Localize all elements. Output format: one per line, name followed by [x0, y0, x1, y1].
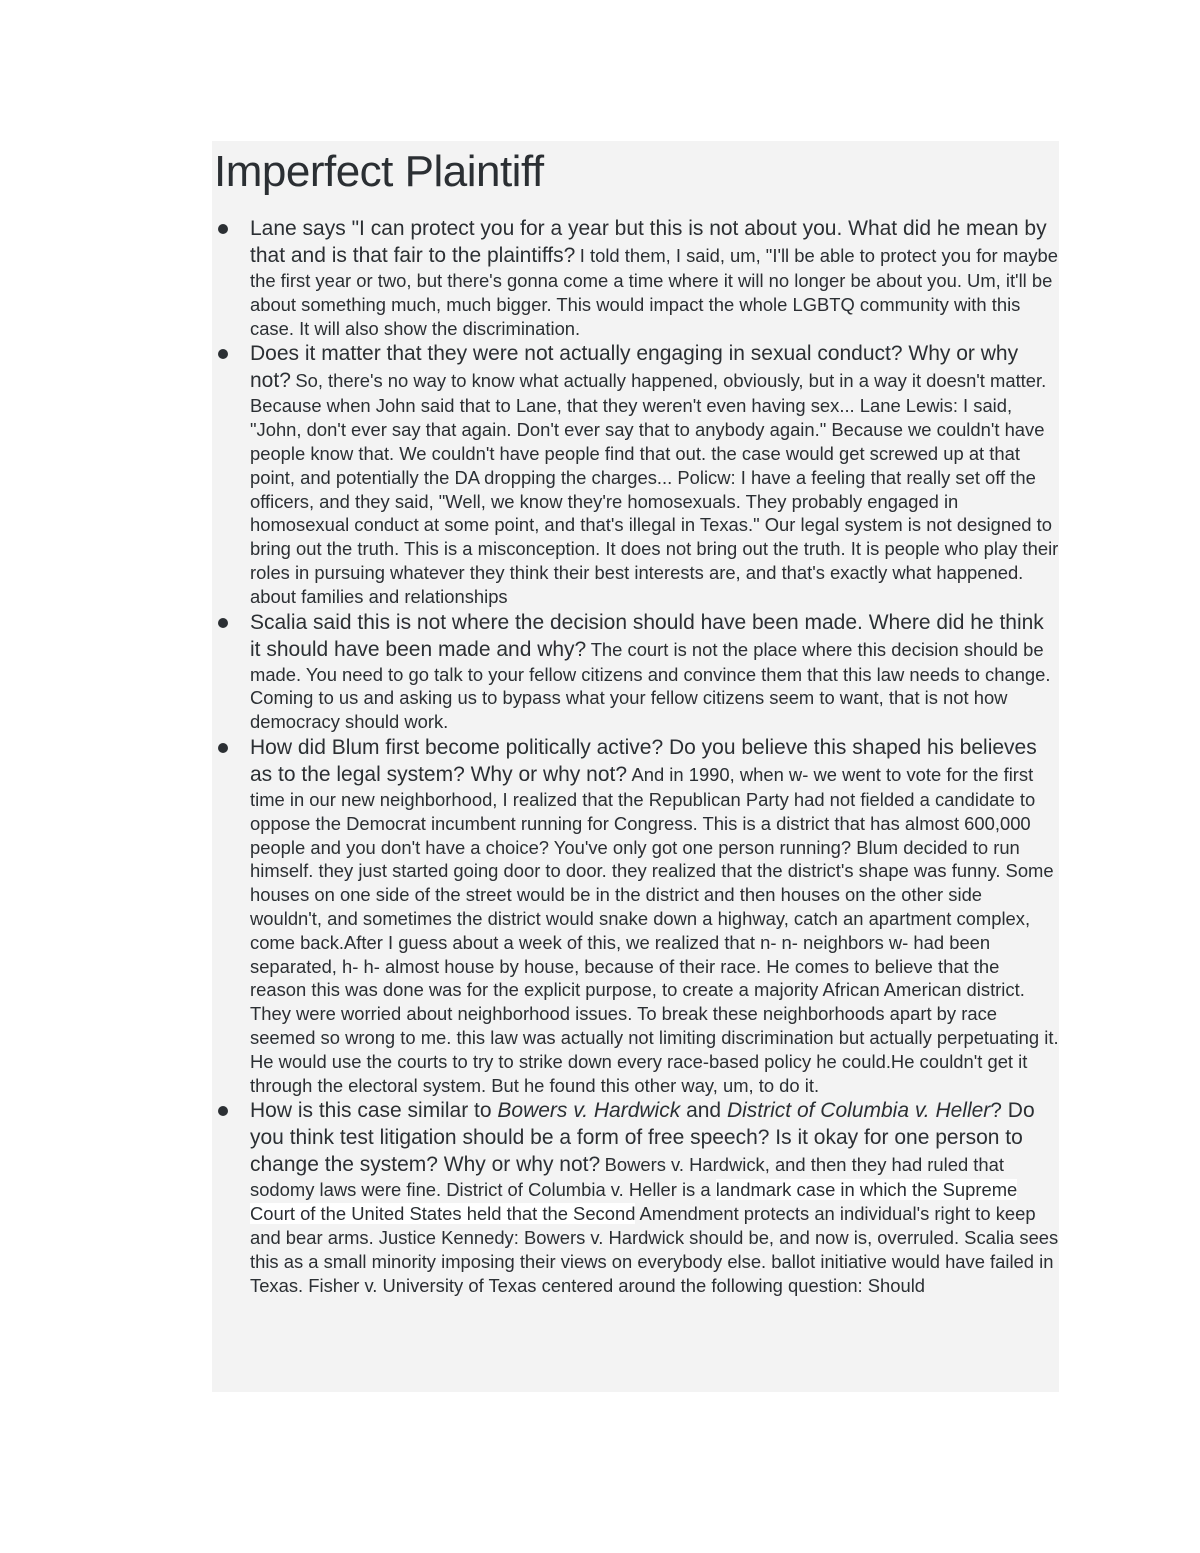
page-title: Imperfect Plaintiff	[214, 147, 544, 196]
question-text: Does it matter that they were not actually engaging in sexual conduct? Why or why not?	[250, 342, 1019, 393]
case-name: District of Columbia v. Heller	[726, 1099, 991, 1123]
bullet-icon	[218, 743, 228, 753]
bullet-icon	[218, 224, 228, 234]
question-text: Scalia said this is not where the decision should have been made. Where did he think it should have been made and why?	[250, 610, 1044, 661]
answer-text: So, there's no way to know what actually happened, obviously, but in a way it doesn't matter. Because when John said that to Lane, that they weren't even having sex... Lane Lewis: I said, "John, don't ever say that again. Don't ever say that to anybody again." Because we couldn't have people know that. We couldn't have people find that out. the case would get screwed up at that point, and potentially the DA dropping the charges... Policw: I have a feeling that really set off the officers, and they said, "Well, we know they're homosexuals. They probably engaged in homosexual conduct at some point, and that's illegal in Texas." Our legal system is not designed to bring out the truth. This is a misconception. It does not bring out the truth. It is people who play their roles in pursuing whatever they think their best interests are, and that's exactly what happened. about families and relationships	[250, 370, 1059, 607]
question-text: How did Blum first become politically active? Do you believe this shaped his believes as to the legal system? Why or why not?	[250, 735, 1037, 786]
answer-text: The court is not the place where this decision should be made. You need to go talk to your fellow citizens and convince them that this law needs to change. Coming to us and asking us to bypass what your fellow citizens seem to want, that is not how democracy should work.	[250, 638, 1051, 733]
bullet-icon	[218, 1106, 228, 1116]
answer-text: I told them, I said, um, "I'll be able to protect you for maybe the first year or two, but there's gonna come a time where it will no longer be about you. Um, it'll be about something much, much bigger. This would impact the whole LGBTQ community with this case. It will also show the discrimination.	[250, 245, 1058, 339]
bullet-icon	[218, 349, 228, 359]
bullet-icon	[218, 618, 228, 628]
highlighted-text: landmark case in which the Supreme Court of the United States held that the Second	[250, 1179, 1018, 1225]
list-item	[212, 734, 1059, 1097]
list-item	[212, 215, 1059, 340]
list-item	[212, 609, 1059, 734]
document-body	[212, 141, 1059, 1392]
case-name: Bowers v. Hardwick	[497, 1099, 681, 1123]
question-list	[212, 215, 1059, 1297]
list-item	[212, 340, 1059, 608]
question-part: ? Do you think test litigation should be a form of free speech? Is it okay for one person to change the system? Why or why not?	[250, 1099, 1035, 1177]
list-item	[212, 1097, 1059, 1297]
question-part: How is this case similar to	[250, 1099, 498, 1123]
answer-text: And in 1990, when w- we went to vote for the first time in our new neighborhood, I realized that the Republican Party had not fielded a candidate to oppose the Democrat incumbent running for Congress. This is a district that has almost 600,000 people and you don't have a choice? You've only got one person running? Blum decided to run himself. they just started going door to door. they realized that the district's shape was funny. Some houses on one side of the street would be in the district and then houses on the other side wouldn't, and sometimes the district would snake down a highway, catch an apartment complex, come back.After I guess about a week of this, we realized that n- n- neighbors w- had been separated, h- h- almost house by house, because of their race. He comes to believe that the reason this was done was for the explicit purpose, to create a majority African American district. They were worried about neighborhood issues. To break these neighborhoods apart by race seemed so wrong to me. this law was actually not limiting discrimination but actually perpetuating it. He would use the courts to try to strike down every race-based policy he could.He couldn't get it through the electoral system. But he found this other way, um, to do it.	[250, 763, 1059, 1096]
question-text: Lane says "I can protect you for a year but this is not about you. What did he mean by that and is that fair to the plaintiffs?	[250, 217, 1047, 267]
question-part: and	[680, 1099, 727, 1123]
answer-part: Bowers v. Hardwick, and then they had ruled that sodomy laws were fine. District of Columbia v. Heller is a	[250, 1154, 1004, 1201]
answer-part: Amendment protects an individual's right to keep and bear arms. Justice Kennedy: Bowers v. Hardwick should be, and now is, overruled. Scalia sees this as a small minority imposing their views on everybody else. ballot initiative would have failed in Texas. Fisher v. University of Texas centered around the following question: Should	[250, 1203, 1059, 1296]
